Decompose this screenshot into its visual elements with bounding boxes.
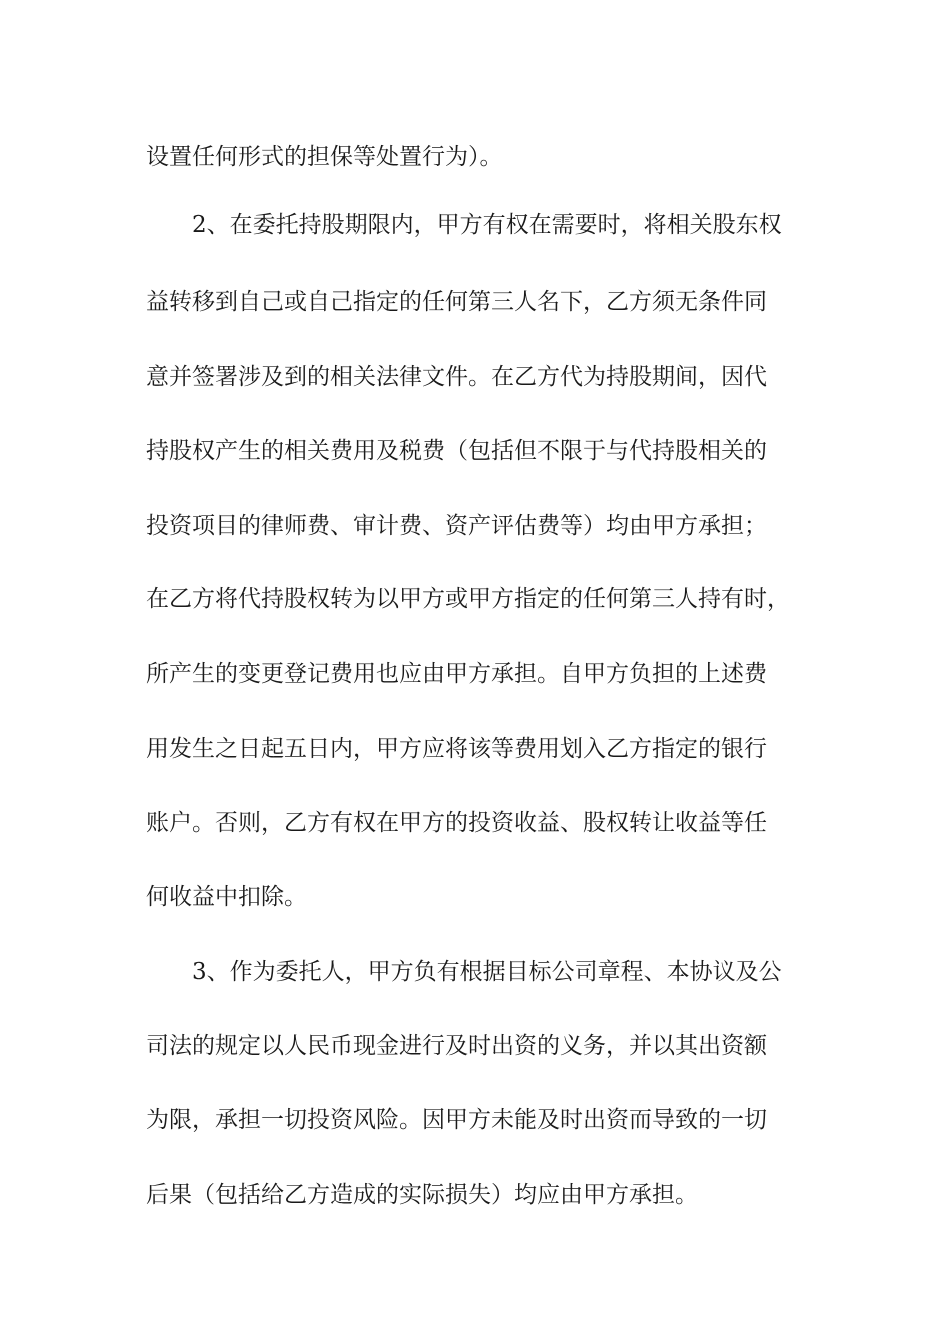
text-line: 何收益中扣除。 (146, 884, 307, 910)
text-line: 用发生之日起五日内，甲方应将该等费用划入乙方指定的银行 (146, 736, 767, 762)
text-line: 投资项目的律师费、审计费、资产评估费等）均由甲方承担； (146, 513, 767, 539)
text-line: 意并签署涉及到的相关法律文件。在乙方代为持股期间，因代 (146, 364, 767, 390)
text-line: 益转移到自己或自己指定的任何第三人名下，乙方须无条件同 (146, 289, 767, 315)
text-line: 持股权产生的相关费用及税费（包括但不限于与代持股相关的 (146, 438, 767, 464)
text-line: 设置任何形式的担保等处置行为）。 (146, 144, 503, 170)
text-line: 司法的规定以人民币现金进行及时出资的义务，并以其出资额 (146, 1033, 767, 1059)
text-line: 账户。否则，乙方有权在甲方的投资收益、股权转让收益等任 (146, 810, 767, 836)
text-line: 后果（包括给乙方造成的实际损失）均应由甲方承担。 (146, 1182, 698, 1208)
paragraph-3-start: 3、作为委托人，甲方负有根据目标公司章程、本协议及公 (192, 959, 782, 985)
text-line: 为限，承担一切投资风险。因甲方未能及时出资而导致的一切 (146, 1107, 767, 1133)
paragraph-2-start: 2、在委托持股期限内，甲方有权在需要时，将相关股东权 (192, 212, 782, 238)
text-line: 在乙方将代持股权转为以甲方或甲方指定的任何第三人持有时， (146, 586, 790, 612)
text-line: 所产生的变更登记费用也应由甲方承担。自甲方负担的上述费 (146, 661, 767, 687)
